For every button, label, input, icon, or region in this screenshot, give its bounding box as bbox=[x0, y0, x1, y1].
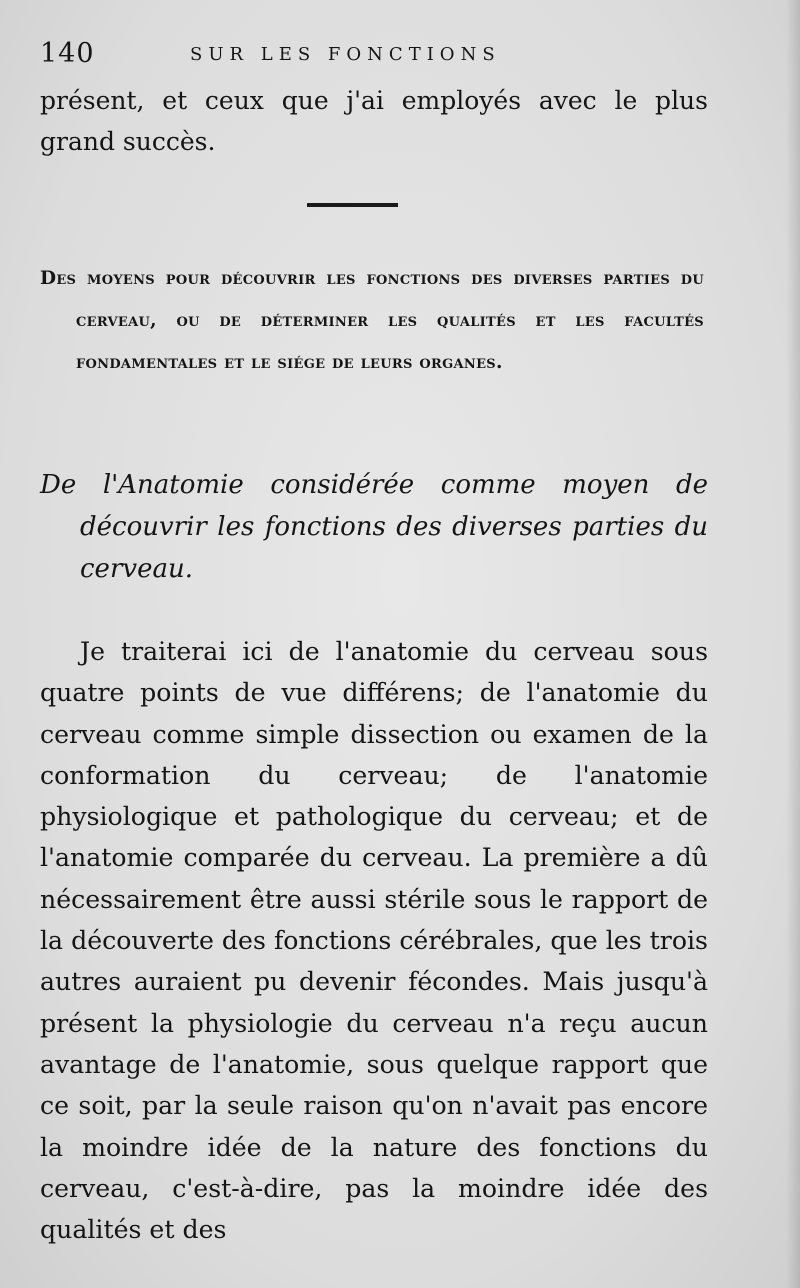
running-title: SUR LES FONCTIONS bbox=[190, 44, 501, 65]
body-paragraph: Je traiterai ici de l'anatomie du cerveau sous quatre points de vue différens; de l'anatomie du cerveau comme simple dissection ou examen de la conformation du cerveau; de l'anatomie physiologique et pathologique du cerveau; et de l'anatomie comparée du cerveau. La première a dû nécessairement être aussi stérile sous le rapport de la découverte des fonctions cérébrales, que les trois autres auraient pu devenir fécondes. Mais jusqu'à présent la physiologie du cerveau n'a reçu aucun avantage de l'anatomie, sous quelque rapport que ce soit, par la seule raison qu'on n'avait pas encore la moindre idée de la nature des fonctions du cerveau, c'est-à-dire, pas la moindre idée des qualités et des bbox=[40, 637, 708, 1245]
subsection-heading: De l'Anatomie considérée comme moyen de découvrir les fonctions des diverses parties du cerveau. bbox=[40, 470, 708, 584]
page-header bbox=[40, 38, 720, 78]
section-divider bbox=[307, 203, 398, 207]
page-number: 140 bbox=[40, 38, 95, 69]
intro-text: présent, et ceux que j'ai employés avec le plus grand succès. bbox=[40, 86, 708, 156]
section-heading: Des moyens pour découvrir les fonctions des diverses parties du cerveau, ou de déterminer les qualités et les facultés fondamentales et le siége de leurs organes. bbox=[40, 268, 704, 373]
